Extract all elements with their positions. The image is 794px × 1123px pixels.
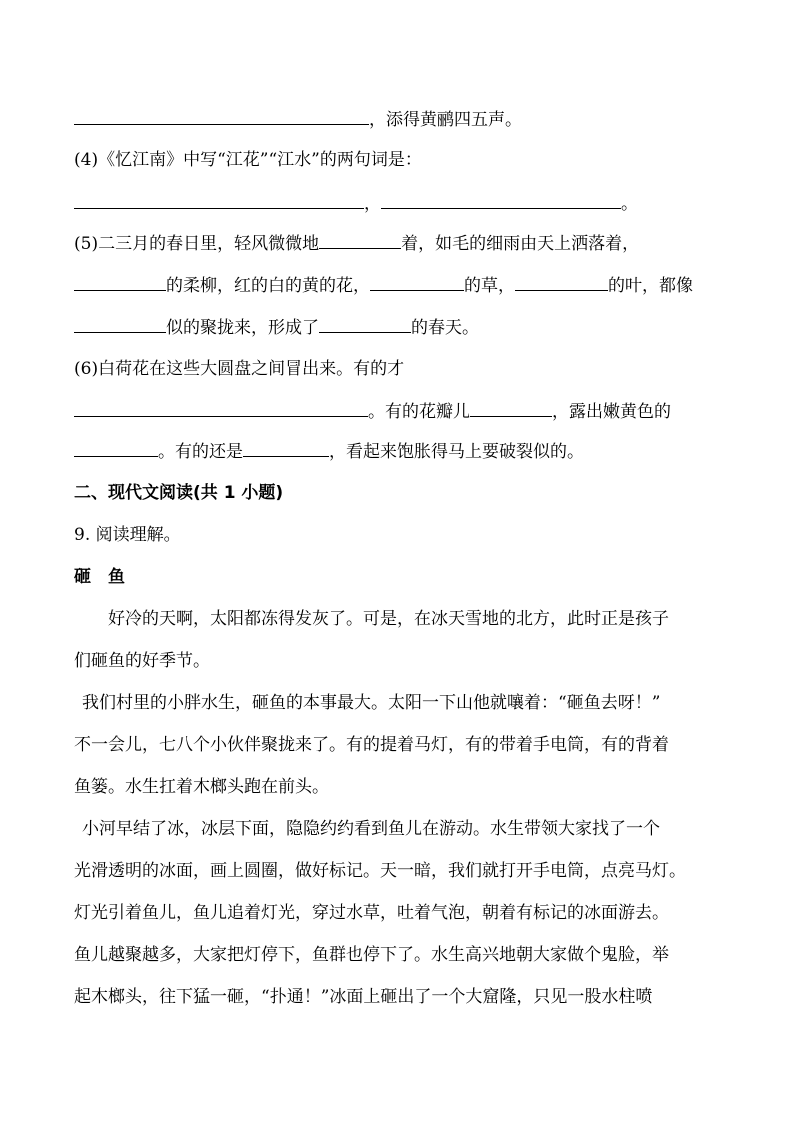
q6-line-3: 。有的还是 ，看起来饱胀得马上要破裂似的。 [74, 440, 584, 463]
answer-blank[interactable] [515, 274, 608, 291]
q5-line-1: (5)二三月的春日里，轻风微微地 着，如毛的细雨由天上洒落着， [74, 234, 640, 254]
answer-blank[interactable] [74, 274, 166, 291]
article-title: 砸 鱼 [74, 567, 125, 587]
answer-blank[interactable] [74, 440, 158, 457]
paragraph-line: 起木榔头，往下猛一砸，“扑通！”冰面上砸出了一个大窟隆，只见一股水柱喷 [74, 987, 653, 1007]
answer-blank[interactable] [74, 400, 368, 417]
answer-blank[interactable] [319, 232, 401, 249]
q6-line-1: (6)白荷花在这些大圆盘之间冒出来。有的才 [74, 359, 405, 379]
q5-line-2: 的柔柳，红的白的黄的花， 的草， 的叶，都像 [74, 274, 693, 297]
q5-line-3: 似的聚拢来，形成了 的春天。 [74, 316, 479, 339]
paragraph-line: 鱼篓。水生扛着木榔头跑在前头。 [74, 777, 329, 797]
paragraph-line: 们砸鱼的好季节。 [74, 651, 210, 671]
paragraph-line: 小河早结了冰，冰层下面，隐隐约约看到鱼儿在游动。水生带领大家找了一个 [82, 819, 660, 839]
section-heading: 二、现代文阅读(共 1 小题) [74, 483, 284, 503]
paragraph-line: 好冷的天啊，太阳都冻得发灰了。可是，在冰天雪地的北方，此时正是孩子 [108, 609, 669, 629]
answer-blank[interactable] [470, 400, 552, 417]
answer-blank[interactable] [243, 440, 329, 457]
q6-line-2: 。有的花瓣儿 ，露出嫩黄色的 [74, 400, 671, 423]
paragraph-line: 光滑透明的冰面，画上圆圈，做好标记。天一暗，我们就打开手电筒，点亮马灯。 [74, 861, 686, 881]
answer-blank[interactable] [319, 316, 411, 333]
answer-blank[interactable] [74, 192, 364, 209]
q4-answer-line: ， 。 [74, 192, 638, 215]
answer-blank[interactable] [370, 274, 464, 291]
paragraph-line: 鱼儿越聚越多，大家把灯停下，鱼群也停下了。水生高兴地朝大家做个鬼脸，举 [74, 945, 669, 965]
question-9-prompt: 9. 阅读理解。 [74, 525, 181, 545]
answer-blank[interactable] [74, 316, 166, 333]
paragraph-line: 我们村里的小胖水生，砸鱼的本事最大。太阳一下山他就嚷着：“砸鱼去呀！” [82, 693, 661, 713]
paragraph-line: 灯光引着鱼儿，鱼儿追着灯光，穿过水草，吐着气泡，朝着有标记的冰面游去。 [74, 903, 669, 923]
q4-prompt: (4)《忆江南》中写“江花”“江水”的两句词是： [74, 150, 422, 170]
paragraph-line: 不一会儿，七八个小伙伴聚拢来了。有的提着马灯，有的带着手电筒，有的背着 [74, 735, 669, 755]
answer-blank[interactable] [74, 108, 369, 125]
answer-blank[interactable] [381, 192, 621, 209]
q3-last-line: ，添得黄鹂四五声。 [74, 108, 522, 131]
